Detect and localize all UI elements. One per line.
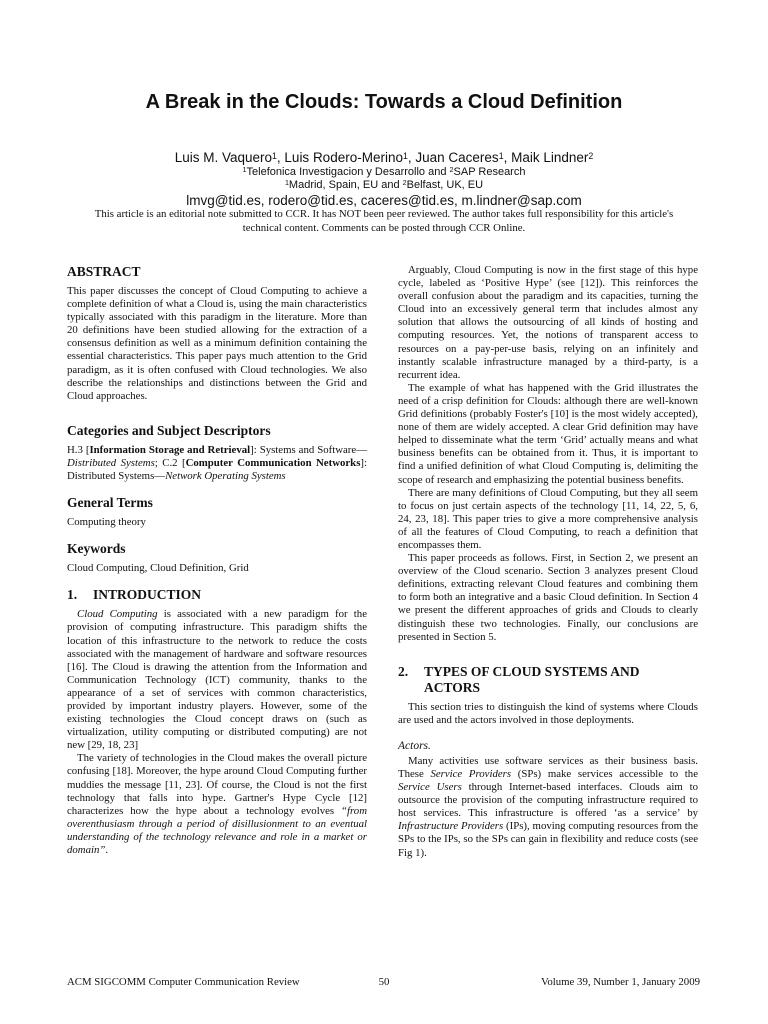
author-affiliation-mark: 1 (498, 151, 504, 161)
author-name: Maik Lindner (511, 150, 589, 165)
footer-issue: Volume 39, Number 1, January 2009 (540, 976, 700, 988)
author-emails: lmvg@tid.es, rodero@tid.es, caceres@tid.es, m.lindner@sap.com (186, 193, 582, 208)
editorial-note: This article is an editorial note submitted to CCR. It has NOT been peer reviewed. The author takes full responsibility for this article's technical content. Comments can be posted through CCR Online. (94, 208, 674, 234)
paper-title: A Break in the Clouds: Towards a Cloud Definition (145, 91, 623, 113)
right-column (398, 264, 698, 860)
left-column (67, 264, 367, 857)
categories-heading: Categories and Subject Descriptors (67, 422, 271, 438)
intro-paragraph: The example of what has happened with the Grid illustrates the need of a crisp definition for Clouds: although there are well-known Grid definitions (probably Foster's [10] is the most widely accepted), none of them are widely accepted. A clear Grid definition may have helped to disseminate what the term ‘Grid’ actually means and what business benefits can be obtained from it. Thus, it is important to find a unified definition of what Cloud Computing is, delimiting the scope of research and emphasizing the potential business benefits. (398, 381, 698, 486)
author-list: Luis M. Vaquero$^1$, Luis Rodero-Merino$^1$, Juan Caceres$^1$, Maik Lindner$^2$ (174, 150, 594, 165)
section-2-paragraph: This section tries to distinguish the kind of systems where Clouds are used and the actors involved in those deployments. (398, 700, 698, 726)
keywords-heading: Keywords (67, 541, 126, 557)
introduction-heading: 1. INTRODUCTION (67, 587, 202, 603)
author-name: Juan Caceres (415, 150, 499, 165)
keywords-text: Cloud Computing, Cloud Definition, Grid (67, 562, 249, 575)
general-terms-heading: General Terms (67, 495, 153, 511)
categories-text: H.3 [Information Storage and Retrieval]: Systems and Software—Distributed Systems; C.2 [Computer Communication Networks]: Distributed Systems—Network Operating Systems (67, 443, 367, 483)
intro-paragraph: Cloud Computing is associated with a new paradigm for the provision of computing infrastructure. This paradigm shifts the location of this infrastructure to the network to reduce the costs associated with the management of hardware and software resources [16]. The Cloud is drawing the attention from the Information and Communication Technology (ICT) community, thanks to the appearance of a set of services with common characteristics, provided by important industry players. However, some of the existing technologies the Cloud concept draws on (such as virtualization, utility computing or distributed computing) are not new [29, 18, 23] (67, 608, 367, 752)
intro-paragraph: Arguably, Cloud Computing is now in the first stage of this hype cycle, labeled as ‘Positive Hype’ (see [12]). This reinforces the overall confusion about the paradigm and its capacities, turning the Cloud into an excessively general term that includes almost any solution that allows the outsourcing of all kinds of hosting and computing resources. Yet, the notions of transparent access to resources on a pay-per-use basis, relying on an infinitely and instantly scalable infrastructure managed by a third-party, is a recurrent idea. (398, 264, 698, 381)
author-name: Luis Rodero-Merino (284, 150, 403, 165)
affiliation-locations: $^1$Madrid, Spain, EU and $^2$Belfast, UK, EU (284, 179, 484, 191)
abstract-heading: ABSTRACT (67, 264, 141, 279)
abstract-text: This paper discusses the concept of Cloud Computing to achieve a complete definition of what a Cloud is, using the main characteristics typically associated with this paradigm in the literature. More than 20 definitions have been studied allowing for the extraction of a consensus definition as well as a minimum definition containing the essential characteristics. This paper pays much attention to the Grid paradigm, as it is often confused with Cloud technologies. We also describe the relationships and distinctions between the Grid and Cloud approaches. (67, 285, 367, 402)
author-affiliation-mark: 1 (272, 151, 277, 161)
general-terms-text: Computing theory (67, 516, 146, 529)
author-name: Luis M. Vaquero (174, 150, 273, 165)
intro-paragraph: There are many definitions of Cloud Computing, but they all seem to focus on just certain aspects of the technology [11, 14, 22, 5, 6, 24, 23, 18]. This paper tries to give a more comprehensive analysis of all the features of Cloud Computing, to reach a definition that encompasses them. (398, 486, 698, 551)
author-affiliation-mark: 1 (402, 151, 408, 161)
author-affiliation-mark: 2 (588, 151, 594, 161)
section-2-heading: 2. TYPES OF CLOUD SYSTEMS AND ACTORS (398, 663, 640, 695)
actors-subheading: Actors. (398, 739, 431, 752)
footer-venue: ACM SIGCOMM Computer Communication Review (67, 976, 300, 988)
intro-paragraph: This paper proceeds as follows. First, in Section 2, we present an overview of the Cloud scenario. Section 3 analyzes present Cloud definitions, extracting relevant Cloud features and combining them to form both an integrative and a basic Cloud definition. In Section 4 we present the different approaches of grids and Clouds to clearly distinguish these two technologies. Finally, our conclusions are presented in Section 5. (398, 552, 698, 643)
intro-paragraph: The variety of technologies in the Cloud makes the overall picture confusing [18]. Moreover, the hype around Cloud Computing further muddies the message [11, 23]. Of course, the Cloud is not the first technology that falls into hype. Gartner's Hype Cycle [12] characterizes how the hype about a technology evolves “from overenthusiasm through a period of disillusionment to an eventual understanding of the technology relevance and role in a market or domain”. (67, 752, 367, 856)
footer-page-number: 50 (378, 976, 390, 988)
actors-paragraph: Many activities use software services as their business basis. These Service Providers (SPs) make services accessible to the Service Users through Internet-based interfaces. Clouds aim to outsource the provision of the computing infrastructure required to host services. This infrastructure is offered ‘as a service’ by Infrastructure Providers (IPs), moving computing resources from the SPs to the IPs, so the SPs can gain in flexibility and reduce costs (see Fig 1). (398, 754, 698, 859)
affiliation-organizations: $^1$Telefonica Investigacion y Desarrollo and $^2$SAP Research (242, 166, 526, 178)
